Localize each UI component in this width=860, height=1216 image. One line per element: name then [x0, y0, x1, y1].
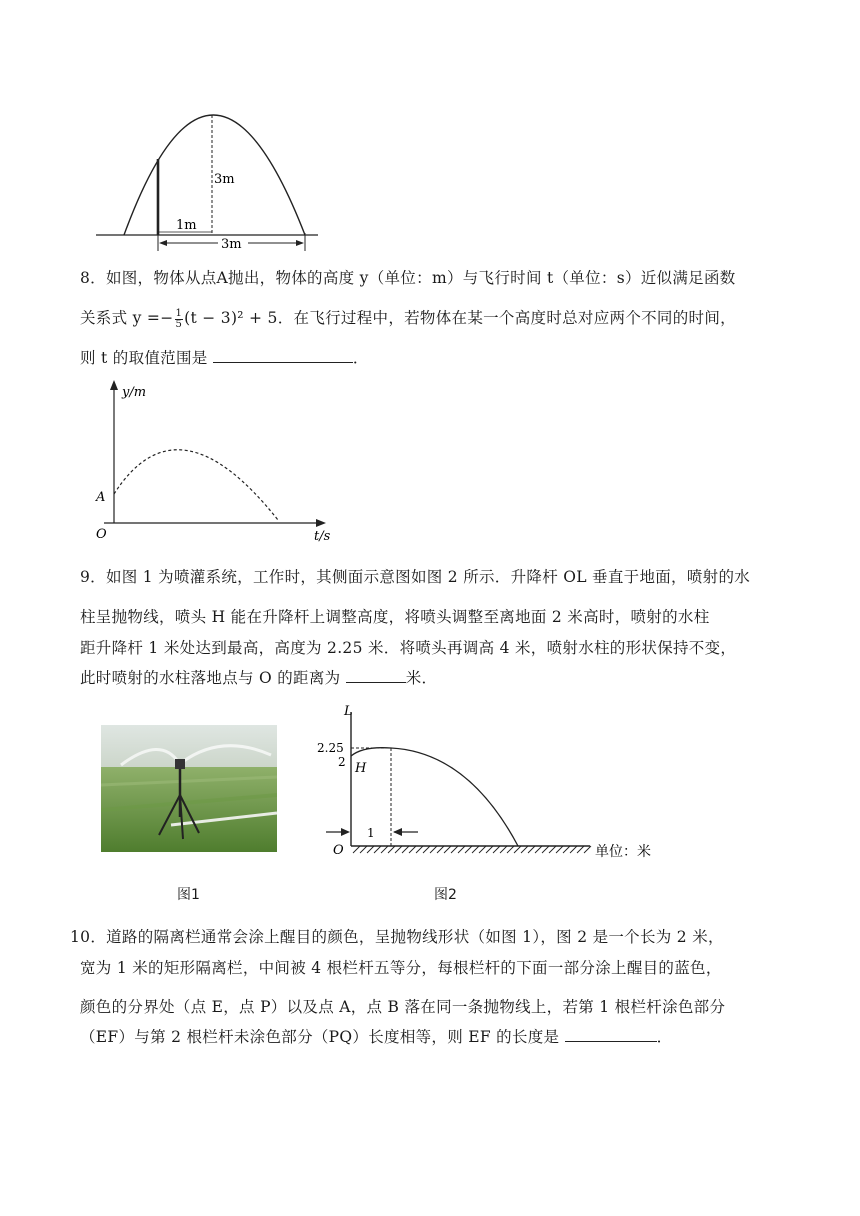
label-225: 2.25	[317, 741, 344, 755]
label-3m-horizontal: 3m	[221, 237, 242, 252]
label-1m: 1m	[176, 218, 197, 233]
label-1: 1	[367, 826, 375, 840]
arrow-right	[296, 240, 304, 246]
q10-line-2: 宽为 1 米的矩形隔离栏，中间被 4 根栏杆五等分，每根栏杆的下面一部分涂上醒目的蓝色，	[80, 959, 722, 977]
water-jet-curve	[351, 748, 518, 846]
q10-line4-end: ．	[656, 1028, 673, 1046]
q9-line-1: 9．如图 1 为喷灌系统，工作时，其侧面示意图如图 2 所示．升降杆 OL 垂直于地面，喷射的水	[80, 568, 751, 586]
q8-graph	[90, 378, 340, 548]
sprinkler-photo	[101, 725, 277, 852]
top-parabola-figure	[90, 105, 330, 255]
label-2: 2	[338, 755, 346, 769]
caption-fig2: 图2	[434, 887, 457, 903]
q8-frac-num: 1	[175, 307, 183, 319]
q8-fraction	[175, 309, 184, 330]
arrow-right-head	[393, 828, 402, 836]
q9-line4-end: 米．	[405, 669, 438, 687]
q8-line-1: 8．如图，物体从点A抛出，物体的高度 y（单位：m）与飞行时间 t（单位：s）近似满足函数	[80, 269, 736, 287]
q9-fig2-diagram	[308, 698, 678, 863]
q10-line-3: 颜色的分界处（点 E，点 P）以及点 A，点 B 落在同一条抛物线上，若第 1 根栏杆涂色部分	[80, 998, 726, 1016]
label-o: O	[333, 843, 344, 858]
x-axis-label: t/s	[314, 529, 331, 544]
q10-line-1: 10．道路的隔离栏通常会涂上醒目的颜色，呈抛物线形状（如图 1），图 2 是一个长为 2 米，	[70, 928, 724, 946]
q9-line-3: 距升降杆 1 米处达到最高，高度为 2.25 米．将喷头再调高 4 米，喷射水柱的形状保持不变，	[80, 639, 737, 657]
q10-line4-text: （EF）与第 2 根栏杆未涂色部分（PQ）长度相等，则 EF 的长度是	[80, 1028, 560, 1046]
trajectory-dashed-curve	[114, 450, 278, 520]
label-h: H	[355, 761, 367, 776]
label-3m-vertical: 3m	[214, 172, 235, 187]
q9-line-2: 柱呈抛物线，喷头 H 能在升降杆上调整高度，将喷头调整至离地面 2 米高时，喷射的水柱	[80, 608, 710, 626]
unit-label: 单位：米	[595, 844, 651, 860]
caption-fig1: 图1	[177, 887, 200, 903]
q8-line-2	[80, 308, 736, 330]
y-axis-label: y/m	[122, 385, 147, 400]
ground-hatch	[353, 846, 591, 853]
point-a-label: A	[96, 490, 106, 505]
q8-answer-blank[interactable]	[213, 348, 353, 363]
sprinkler-illustration	[101, 725, 277, 852]
arrow-left	[159, 240, 167, 246]
origin-label: O	[96, 527, 107, 542]
y-axis-arrow	[110, 380, 118, 390]
q8-line-3	[80, 348, 369, 368]
q10-line-4	[80, 1027, 672, 1047]
q8-line3-end: ．	[352, 349, 369, 367]
label-l: L	[344, 704, 353, 719]
q9-line-4	[80, 668, 437, 688]
q8-frac-den: 5	[175, 318, 183, 330]
q9-answer-blank[interactable]	[346, 668, 406, 683]
x-axis-arrow	[316, 519, 326, 527]
q8-formula-prefix: 关系式 y =−	[80, 309, 174, 327]
q8-formula-suffix: (t − 3)² + 5．在飞行过程中，若物体在某一个高度时总对应两个不同的时间，	[184, 309, 736, 327]
q8-line3-text: 则 t 的取值范围是	[80, 349, 208, 367]
arrow-left-head	[341, 828, 350, 836]
q10-answer-blank[interactable]	[565, 1027, 657, 1042]
q9-line4-text: 此时喷射的水柱落地点与 O 的距离为	[80, 669, 341, 687]
